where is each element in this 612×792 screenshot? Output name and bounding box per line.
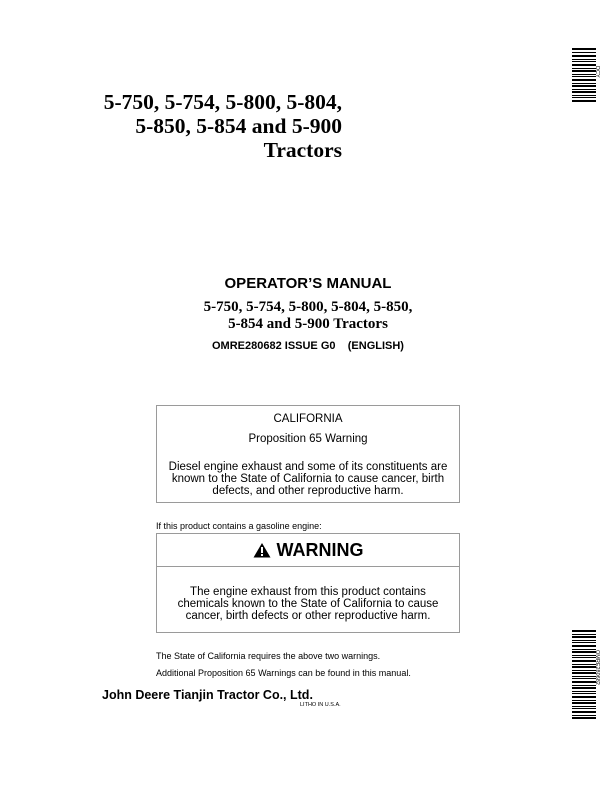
company-name: John Deere Tianjin Tractor Co., Ltd. — [102, 688, 313, 702]
california-warning-text: Diesel engine exhaust and some of its constituents are known to the State of California to cause cancer, birth defects, and other reproductive harm. — [168, 461, 448, 497]
california-prop65-box — [156, 405, 460, 503]
california-heading: CALIFORNIA — [273, 413, 343, 425]
warning-text: The engine exhaust from this product contains chemicals known to the State of California to cause cancer, birth defects or other reproductive harm. — [177, 586, 439, 622]
litho-note: LITHO IN U.S.A. — [300, 702, 341, 708]
barcode-bottom-label: OMRE280682 — [594, 650, 600, 685]
manual-issue-line — [140, 340, 476, 352]
manual-models — [140, 299, 476, 333]
warning-triangle-icon — [253, 542, 271, 558]
prop65-subheading: Proposition 65 Warning — [248, 433, 368, 445]
barcode-top-label: DCY — [594, 66, 600, 78]
manual-language: (ENGLISH) — [347, 340, 404, 352]
requirement-note: The State of California requires the above two warnings. — [156, 651, 381, 661]
title-line-3: Tractors — [263, 138, 342, 162]
additional-warnings-note: Additional Proposition 65 Warnings can be found in this manual. — [156, 668, 411, 678]
manual-issue-number: OMRE280682 ISSUE G0 — [212, 340, 336, 352]
manual-models-line-2: 5-854 and 5-900 Tractors — [228, 316, 388, 332]
warning-header — [157, 534, 459, 567]
barcode-bottom — [572, 630, 596, 720]
warning-heading: WARNING — [276, 539, 364, 560]
title-line-2: 5-850, 5-854 and 5-900 — [135, 114, 342, 138]
manual-info — [140, 274, 476, 352]
document-title — [104, 90, 342, 162]
warning-box — [156, 533, 460, 633]
gasoline-engine-note: If this product contains a gasoline engine: — [156, 521, 322, 531]
barcode-top — [572, 48, 596, 102]
manual-heading: OPERATOR’S MANUAL — [224, 275, 392, 292]
title-line-1: 5-750, 5-754, 5-800, 5-804, — [103, 90, 342, 114]
manual-models-line-1: 5-750, 5-754, 5-800, 5-804, 5-850, — [203, 299, 413, 315]
